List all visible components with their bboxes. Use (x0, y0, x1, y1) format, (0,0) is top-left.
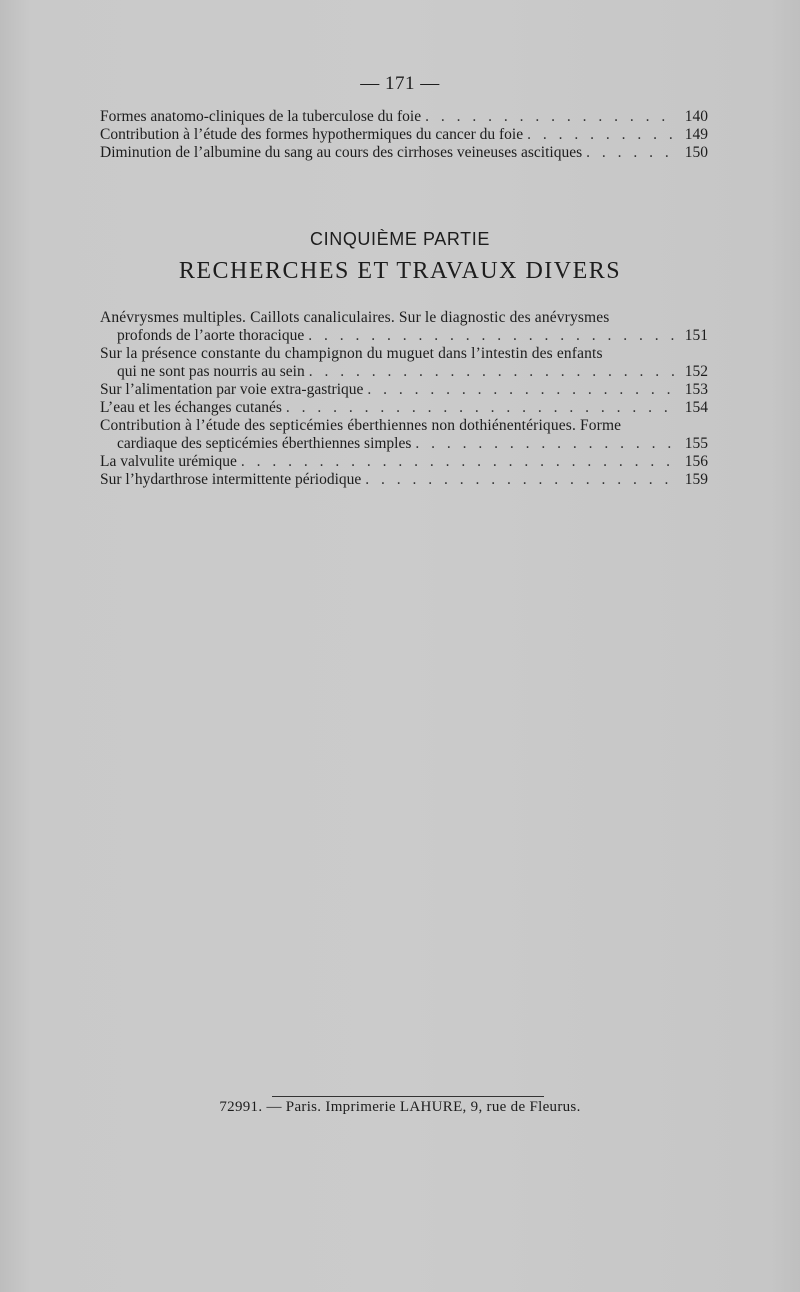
toc-entry-page: 149 (684, 126, 708, 143)
toc-entry (100, 309, 708, 345)
toc-entry-title: La valvulite urémique (100, 453, 237, 470)
printer-imprint: 72991. — Paris. Imprimerie LAHURE, 9, rue de Fleurus. (219, 1099, 581, 1115)
page-number: — 171 — (360, 73, 440, 94)
toc-entry (100, 399, 708, 417)
dot-leader (241, 453, 676, 471)
toc-entry (100, 417, 708, 453)
toc-entry (100, 108, 708, 126)
dot-leader (365, 471, 676, 489)
toc-entry-page: 159 (684, 471, 708, 488)
toc-entry-title-line: Contribution à l’étude des septicémies éberthiennes non dothiénentériques. Forme (100, 417, 622, 434)
toc-entry-page: 151 (684, 327, 708, 344)
footer-divider (272, 1096, 544, 1097)
toc-entry-title-line: profonds de l’aorte thoracique (117, 327, 305, 344)
dot-leader (309, 363, 676, 381)
dot-leader (308, 327, 676, 345)
toc-entry-title: Formes anatomo-cliniques de la tuberculose du foie (100, 108, 422, 125)
toc-entry (100, 471, 708, 489)
toc-bottom-list (100, 309, 708, 489)
dot-leader (586, 144, 676, 162)
section-title: RECHERCHES ET TRAVAUX DIVERS (178, 258, 622, 284)
toc-entry-title-line: cardiaque des septicémies éberthiennes simples (117, 435, 412, 452)
toc-entry-title-line: Sur la présence constante du champignon du muguet dans l’intestin des enfants (100, 345, 603, 362)
part-label: CINQUIÈME PARTIE (310, 229, 490, 249)
toc-entry-title: Sur l’alimentation par voie extra-gastrique (100, 381, 364, 398)
dot-leader (415, 435, 676, 453)
toc-top-list (100, 108, 708, 162)
toc-entry-page: 153 (684, 381, 708, 398)
toc-entry (100, 453, 708, 471)
toc-entry-title: Diminution de l’albumine du sang au cours des cirrhoses veineuses ascitiques (100, 144, 583, 161)
dot-leader (527, 126, 676, 144)
toc-entry-title: L’eau et les échanges cutanés (100, 399, 282, 416)
toc-entry-title-line: Anévrysmes multiples. Caillots canaliculaires. Sur le diagnostic des anévrysmes (100, 309, 610, 326)
toc-entry (100, 381, 708, 399)
toc-entry-page: 140 (684, 108, 708, 125)
toc-entry (100, 144, 708, 162)
toc-entry-title-line: qui ne sont pas nourris au sein (117, 363, 305, 380)
toc-entry-page: 152 (684, 363, 708, 380)
dot-leader (286, 399, 676, 417)
toc-entry-page: 150 (684, 144, 708, 161)
toc-entry-page: 156 (684, 453, 708, 470)
toc-entry-page: 155 (684, 435, 708, 452)
dot-leader (367, 381, 676, 399)
toc-entry-title: Sur l’hydarthrose intermittente périodique (100, 471, 362, 488)
toc-entry-page: 154 (684, 399, 708, 416)
toc-entry-title: Contribution à l’étude des formes hypothermiques du cancer du foie (100, 126, 524, 143)
dot-leader (425, 108, 676, 126)
toc-entry (100, 345, 708, 381)
toc-entry (100, 126, 708, 144)
